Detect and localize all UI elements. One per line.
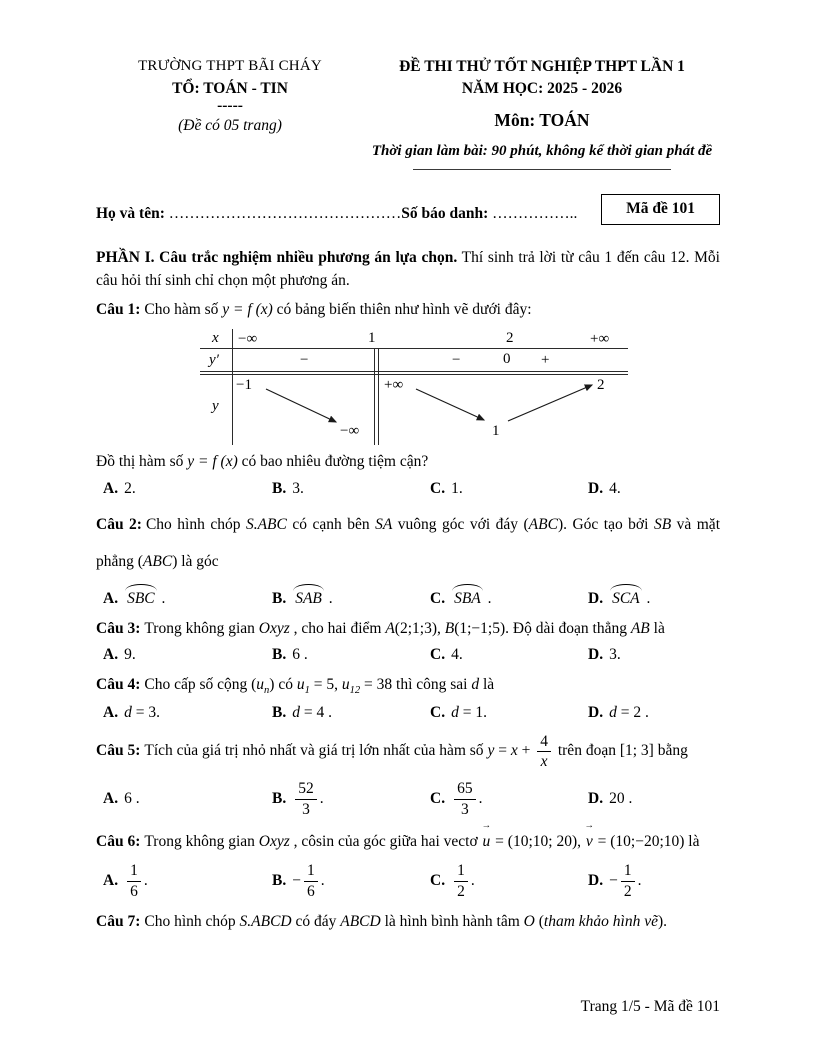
option-C: C. SBA . [430,584,588,610]
option-A: A. d = 3. [103,704,160,722]
options-row [96,644,720,666]
text-run: . [157,590,166,608]
text-run: = 38 thì công sai [360,675,472,693]
question-stem [96,911,720,933]
question-number: Câu 7: [96,913,141,931]
bbt-yprime-sign: 0 [503,351,511,368]
math-run: → v [585,829,594,853]
math-run: ABC [528,516,558,534]
text-run: = (10;−20;10) là [593,832,700,850]
math-run: $u_{12}$ [341,675,361,696]
option-B: B. 3. [272,479,304,497]
math-run: y [487,741,495,759]
math-run: y = f (x) [187,453,238,471]
math-run: x [510,741,518,759]
options-row [96,702,720,724]
header-divider [413,169,671,170]
text-run: = 5, [309,675,342,693]
math-run: y = f (x) [222,301,273,318]
math-run: B [444,619,455,637]
text-run: Cho hàm số [144,301,223,318]
option-D: D. 4. [588,479,621,497]
option-B: B. 6 . [272,646,308,664]
text-run: ) có [269,675,297,693]
option-D: D. SCA . [588,584,720,610]
text-run: có bảng biến thiên như hình vẽ dưới đây: [272,301,532,318]
question-stem-continued [96,451,720,473]
option-A: A. $\frac{1}{6}$ . [103,862,148,900]
text-run: và mặt phẳng ( [96,516,720,570]
question-number: Câu 6: [96,832,141,850]
duration-line: Thời gian làm bài: 90 phút, không kể thời gian phát đề [371,143,713,160]
math-run: $u_1$ [296,675,310,696]
text-run: = 4 . [299,704,332,722]
text-run: 3. [609,646,621,664]
text-run: 2. [124,479,136,497]
bbt-x-value: +∞ [590,331,610,348]
math-run: $\frac{65}{3}$ [454,780,476,818]
question-text [144,620,664,637]
variation-table [200,329,628,445]
math-run: O [523,913,535,931]
math-run: SAB [292,584,325,610]
department-name: TỔ: TOÁN - TIN [172,79,288,97]
part1-heading [96,247,720,292]
text-run: − [292,871,301,889]
name-label: Họ và tên: [96,205,165,223]
text-run: (1;−1;5). Độ dài đoạn thẳng [454,619,631,637]
math-run: ABCD [340,913,381,931]
options-row [96,584,720,610]
math-run: $\frac{1}{2}$ [621,862,635,900]
part1-title: PHẦN I. Câu trắc nghiệm nhiều phương án lựa chọn. [96,249,458,267]
question-7 [96,911,720,933]
text-run: 3. [292,479,304,497]
part1-instructions: Thí sinh trả lời từ câu 1 đến câu 12. Mỗi câu hỏi thí sinh chỉ chọn một phương án. [96,249,720,289]
text-run: . [324,590,333,608]
text-run: , cho hai điểm [289,619,386,637]
text-run: 4. [451,646,463,664]
text-run: , côsin của góc giữa hai vectơ [289,832,482,850]
option-D: D. d = 2 . [588,704,649,722]
text-run: 6 . [292,646,308,664]
text-run: Cho cấp số cộng ( [144,675,257,693]
math-run: d [451,704,459,722]
math-run: → u [482,829,492,853]
math-run: $u_n$ [256,675,270,696]
bbt-yprime-sign: + [541,352,550,369]
math-run: SCA [609,584,643,610]
question-stem [96,732,720,772]
math-run: $\frac{52}{3}$ [295,780,317,818]
math-run: $\frac{1}{6}$ [304,862,318,900]
math-run: SA [375,516,393,534]
bbt-y-value: +∞ [384,377,404,394]
question-3 [96,618,720,667]
bbt-row-label-yprime: y′ [209,352,219,369]
text-run: Đồ thị hàm số [96,453,188,471]
question-number: Câu 4: [96,675,141,693]
question-6 [96,829,720,901]
text-run: 4. [609,479,621,497]
option-A: A. 9. [103,646,136,664]
option-D: D. − $\frac{1}{2}$ . [588,862,642,900]
text-run: Trong không gian [144,832,259,850]
option-D: D. 20 . [588,789,633,807]
text-run: 9. [124,646,136,664]
text-run: vuông góc với đáy ( [392,516,529,534]
bbt-x-value: 1 [368,330,376,347]
option-C: C. d = 1. [430,704,487,722]
bbt-x-value: −∞ [238,331,258,348]
question-stem [96,507,720,580]
question-text [144,675,495,696]
text-run: (2;1;3), [394,619,445,637]
header-right-block [364,56,720,170]
option-C: C. 1. [430,479,463,497]
option-B: B. − $\frac{1}{6}$ . [272,862,325,900]
text-run: . [637,871,642,889]
text-run: ). Góc tạo bởi [557,516,654,534]
text-run: trên đoạn [1; 3] bằng [553,741,688,759]
question-1 [96,299,720,500]
bbt-arrows [200,329,628,445]
math-run: SBC [124,584,158,610]
math-run: A [385,619,395,637]
text-run: Cho hình chóp [144,913,240,931]
option-B: B. SAB . [272,584,430,610]
bbt-x-value: 2 [506,330,514,347]
math-run: d [471,675,480,693]
question-text [144,301,531,318]
question-5 [96,732,720,819]
question-number: Câu 3: [96,619,141,637]
student-id-label: Số báo danh: [401,205,489,223]
text-run: = (10;10; 20), [491,832,585,850]
option-C: C. $\frac{65}{3}$ . [430,780,483,818]
text-run: = 2 . [616,704,649,722]
math-run: AB [630,619,650,637]
question-text [144,833,699,850]
text-run: = [494,741,511,759]
math-run: d [609,704,617,722]
name-dotted-line: ……………………………………… [168,205,402,223]
option-A: A. 6 . [103,789,140,807]
text-run: có cạnh bên [286,516,376,534]
math-run: S.ABC [245,516,287,534]
text-run: có đáy [291,913,341,931]
math-run: Oxyz [258,619,290,637]
text-run: . [320,871,325,889]
options-row [96,779,720,819]
math-run: $\frac{1}{2}$ [454,862,468,900]
option-B: B. d = 4 . [272,704,332,722]
text-run: Cho hình chóp [145,516,246,534]
header-left-block [96,56,364,170]
separator-dashes: ----- [217,97,243,115]
question-stem [96,829,720,853]
bbt-y-value: −∞ [340,423,360,440]
bbt-row-label-x: x [212,330,219,347]
math-run: d [124,704,132,722]
question-text [96,516,720,569]
question-stem [96,674,720,698]
student-info-row [96,197,720,231]
question-number: Câu 5: [96,741,141,759]
subject-line: Môn: TOÁN [494,109,590,130]
option-B: B. $\frac{52}{3}$ . [272,780,324,818]
question-stem [96,618,720,640]
bbt-yprime-sign: − [452,352,461,369]
exam-code-badge: Mã đề 101 [601,194,720,224]
bbt-yprime-sign: − [300,352,309,369]
text-run: là hình bình hành tâm [380,913,524,931]
option-C: C. $\frac{1}{2}$ . [430,862,475,900]
text-run: Trong không gian [144,619,259,637]
text-run: = 1. [458,704,487,722]
math-run: SBA [451,584,484,610]
math-run: $\frac{1}{6}$ [127,862,141,900]
question-number: Câu 1: [96,301,141,318]
bbt-y-value: 1 [492,423,500,440]
pages-note: (Đề có 05 trang) [178,116,282,134]
question-text [144,913,667,930]
text-run: có bao nhiêu đường tiệm cận? [237,453,429,471]
bbt-row-label-y: y [212,398,219,415]
school-name: TRƯỜNG THPT BÃI CHÁY [138,58,322,74]
school-year: NĂM HỌC: 2025 - 2026 [461,80,623,98]
text-run: . [642,590,651,608]
option-C: C. 4. [430,646,463,664]
text-run: 1. [451,479,463,497]
text-run: 20 . [609,789,633,807]
question-stem [96,299,720,321]
exam-header [96,56,720,170]
text-run: + [517,741,535,759]
question-4 [96,674,720,725]
math-run: Oxyz [258,832,290,850]
text-run: = 3. [131,704,160,722]
question-text [144,732,688,770]
text-run: . [319,789,324,807]
math-run: SB [653,516,672,534]
text-run: là [479,675,495,693]
math-run: d [292,704,300,722]
bbt-y-value: 2 [597,377,605,394]
option-A: A. 2. [103,479,136,497]
text-run: ) là góc [172,552,219,570]
text-run: Tích của giá trị nhỏ nhất và giá trị lớn nhất của hàm số [144,741,488,759]
question-number: Câu 2: [96,516,142,534]
math-run: $\frac{4}{x}$ [537,733,551,771]
text-run: . [470,871,475,889]
text-run: là [649,619,665,637]
exam-title: ĐỀ THI THỬ TỐT NGHIỆP THPT LẦN 1 [399,58,685,75]
question-2 [96,507,720,610]
text-run: . [483,590,492,608]
option-D: D. 3. [588,646,621,664]
text-run: ). [657,913,668,931]
math-run: S.ABCD [239,913,292,931]
math-run: ABC [142,552,173,570]
text-run: ( [534,913,544,931]
option-A: A. SBC . [103,584,272,610]
text-run: 6 . [124,789,140,807]
options-row [96,861,720,901]
text-run: . [143,871,148,889]
math-run: tham khảo hình vẽ [543,913,658,931]
bbt-y-value: −1 [236,377,252,394]
options-row [96,478,720,500]
student-id-dotted-line: …………….. [492,205,578,223]
text-run: . [478,789,483,807]
page-footer: Trang 1/5 - Mã đề 101 [580,997,720,1015]
question-text [96,453,428,470]
text-run: − [609,871,618,889]
